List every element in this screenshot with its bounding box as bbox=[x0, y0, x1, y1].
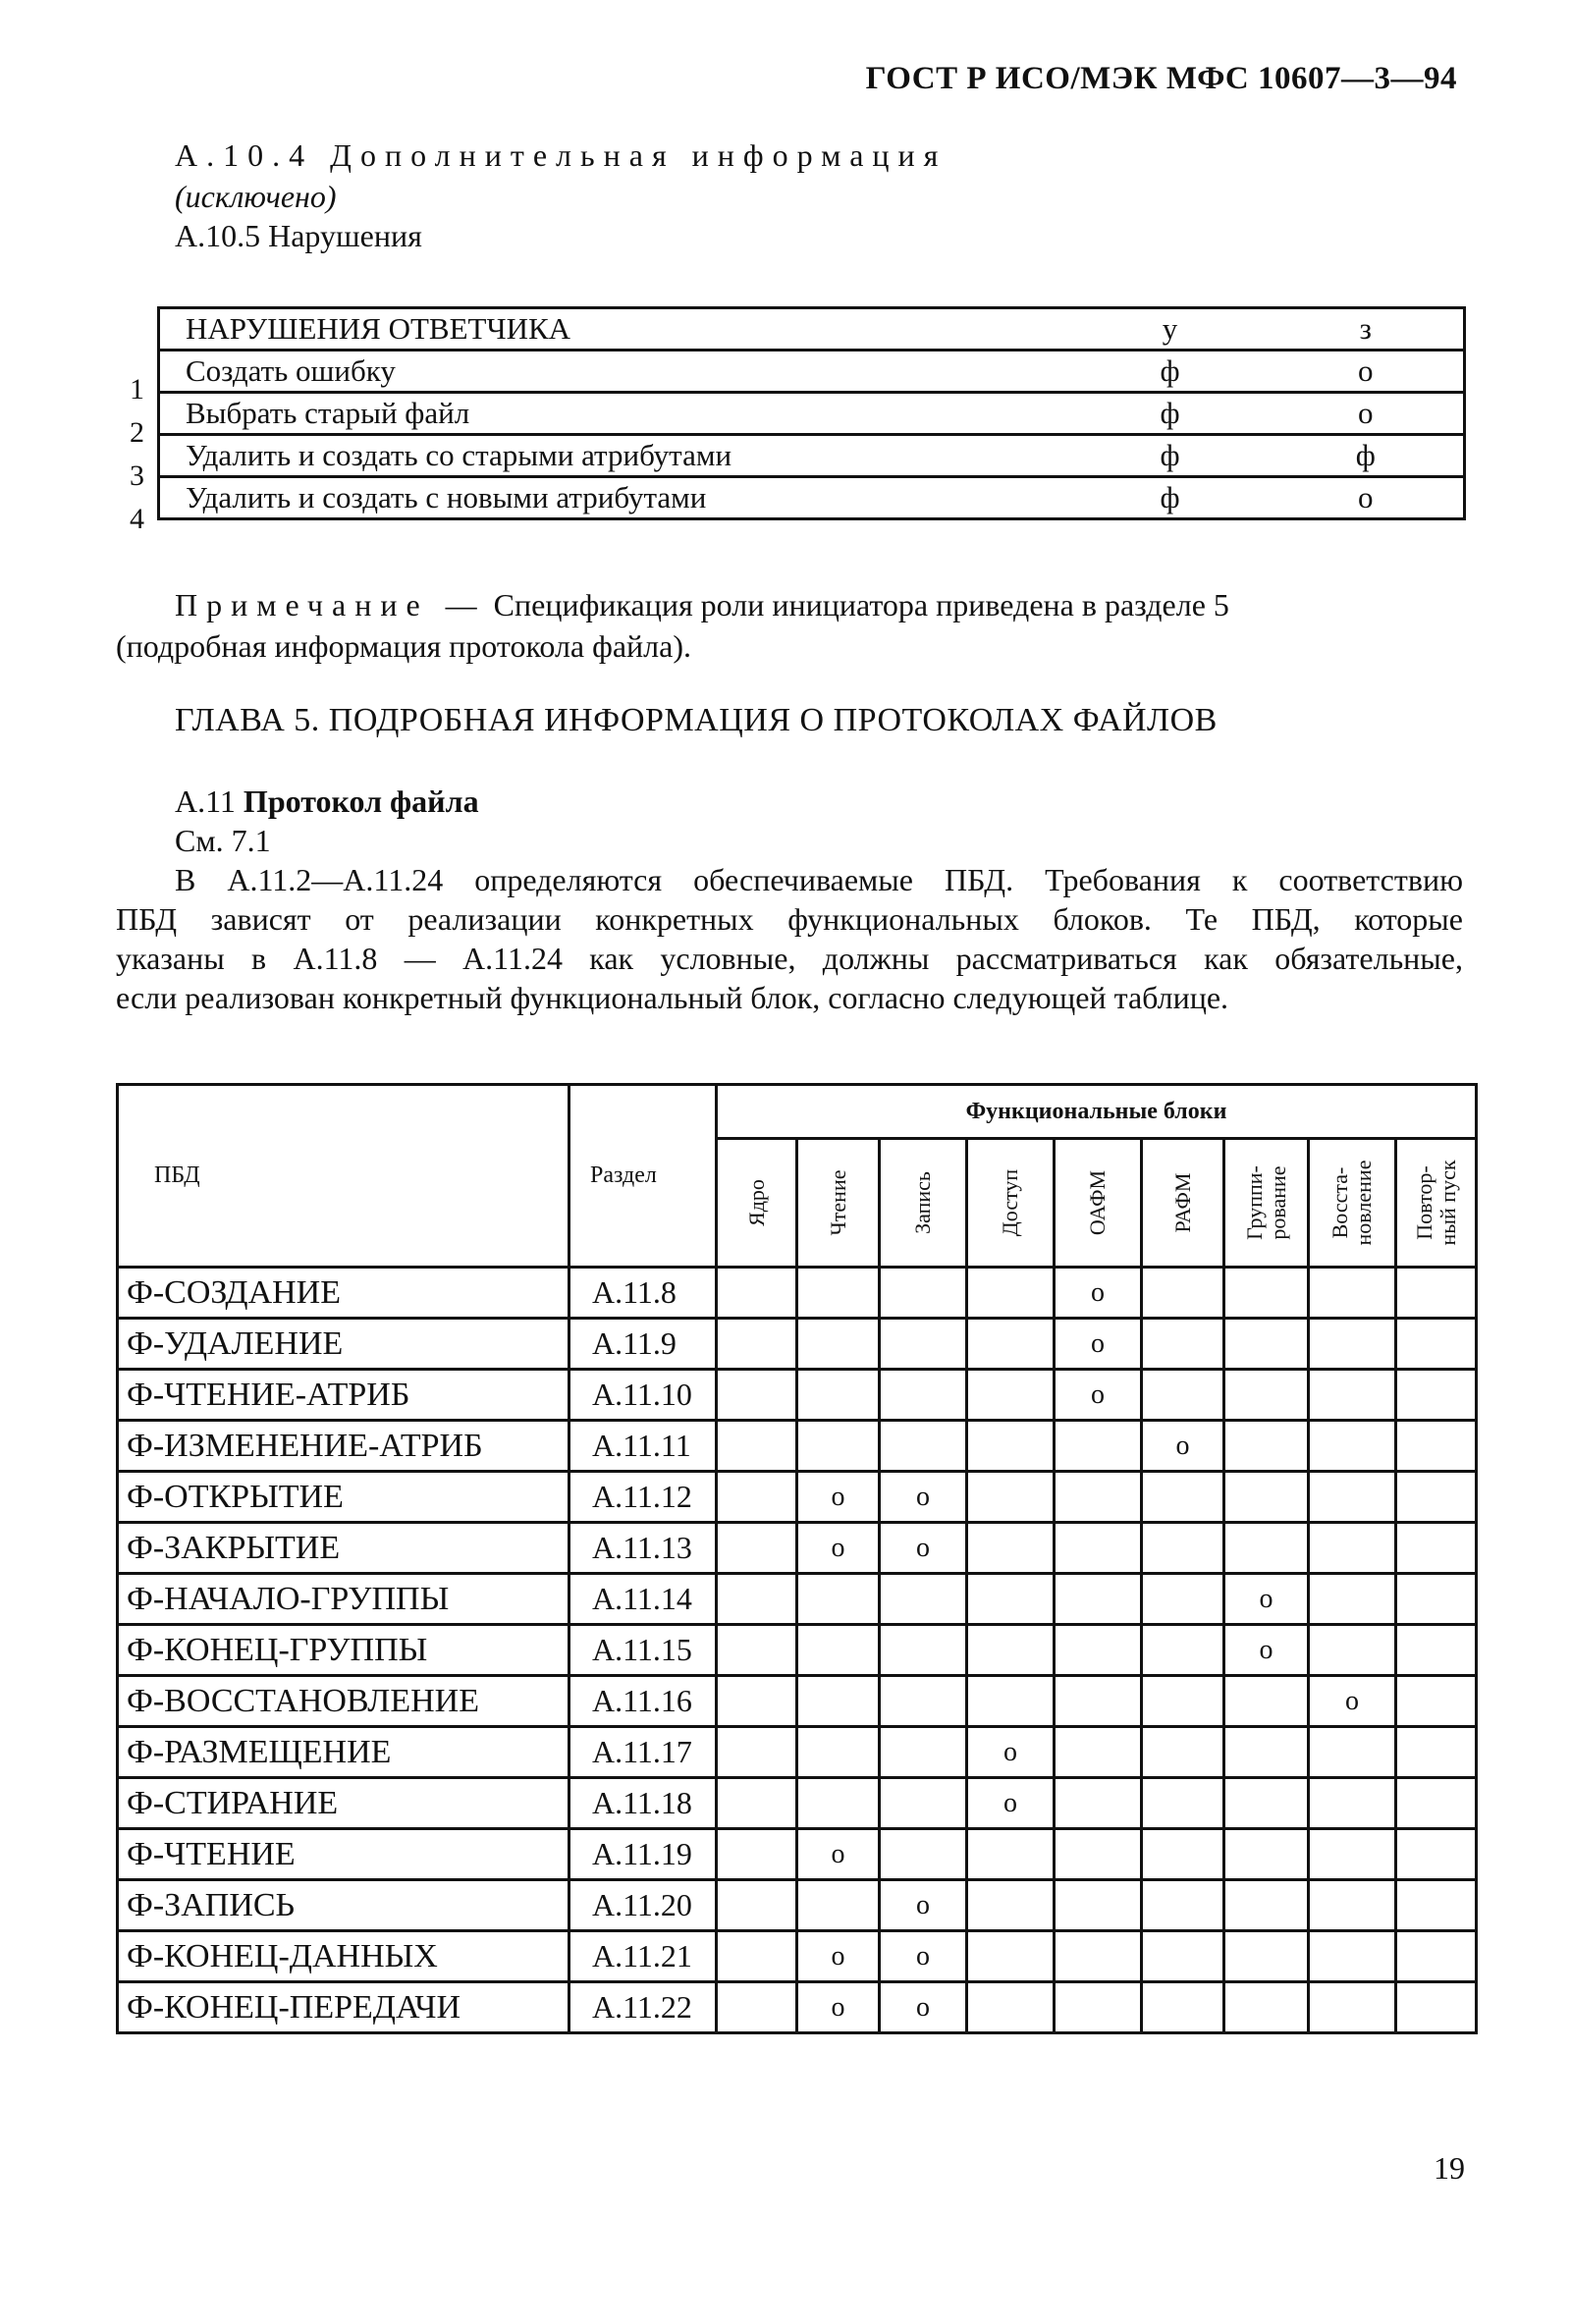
pbd-section: А.11.21 bbox=[569, 1931, 717, 1982]
mark-cell bbox=[1396, 1880, 1477, 1931]
mark-cell: о bbox=[1142, 1421, 1224, 1472]
mark-cell bbox=[717, 1880, 797, 1931]
mark-cell bbox=[1055, 1727, 1142, 1778]
table-row bbox=[118, 1625, 1477, 1676]
mark-cell bbox=[1396, 1268, 1477, 1319]
mark-cell: о bbox=[880, 1523, 967, 1574]
mark-cell: о bbox=[1055, 1319, 1142, 1370]
functional-block-header bbox=[1396, 1139, 1477, 1268]
functional-block-label: Ядро bbox=[743, 1179, 769, 1226]
violation-z: о bbox=[1269, 351, 1465, 393]
pbd-name: Ф-КОНЕЦ-ПЕРЕДАЧИ bbox=[118, 1982, 569, 2033]
section-title: Протокол файла bbox=[243, 784, 479, 819]
note-line-1 bbox=[175, 587, 1229, 622]
functional-block-label: Повтор- ный пуск bbox=[1411, 1160, 1460, 1246]
table-row bbox=[159, 477, 1465, 519]
mark-cell: о bbox=[967, 1778, 1055, 1829]
table-row bbox=[118, 1931, 1477, 1982]
mark-cell bbox=[967, 1472, 1055, 1523]
functional-blocks-table bbox=[116, 1083, 1478, 2034]
violations-title: НАРУШЕНИЯ ОТВЕТЧИКА bbox=[159, 308, 1072, 351]
mark-cell bbox=[1309, 1931, 1396, 1982]
mark-cell bbox=[880, 1319, 967, 1370]
pbd-name: Ф-ЧТЕНИЕ bbox=[118, 1829, 569, 1880]
mark-cell bbox=[1309, 1523, 1396, 1574]
section-a104-note: (исключено) bbox=[175, 179, 337, 214]
pbd-name: Ф-ЗАПИСЬ bbox=[118, 1880, 569, 1931]
row-number: 2 bbox=[130, 416, 144, 449]
row-number: 1 bbox=[130, 373, 144, 405]
mark-cell bbox=[1396, 1727, 1477, 1778]
table-header-row bbox=[118, 1085, 1477, 1139]
mark-cell bbox=[797, 1574, 880, 1625]
table-row bbox=[118, 1778, 1477, 1829]
functional-block-header bbox=[1142, 1139, 1224, 1268]
mark-cell bbox=[1309, 1370, 1396, 1421]
mark-cell bbox=[880, 1574, 967, 1625]
mark-cell bbox=[797, 1319, 880, 1370]
mark-cell bbox=[1055, 1676, 1142, 1727]
mark-cell: о bbox=[1055, 1370, 1142, 1421]
mark-cell: о bbox=[880, 1931, 967, 1982]
note-text: Спецификация роли инициатора приведена в разделе 5 bbox=[493, 587, 1229, 622]
pbd-section: А.11.22 bbox=[569, 1982, 717, 2033]
mark-cell bbox=[1224, 1931, 1309, 1982]
section-a105-heading: А.10.5 Нарушения bbox=[175, 218, 422, 253]
pbd-name: Ф-ЧТЕНИЕ-АТРИБ bbox=[118, 1370, 569, 1421]
table-row bbox=[118, 1268, 1477, 1319]
pbd-section: А.11.9 bbox=[569, 1319, 717, 1370]
mark-cell bbox=[1142, 1370, 1224, 1421]
mark-cell bbox=[1224, 1523, 1309, 1574]
mark-cell bbox=[880, 1370, 967, 1421]
mark-cell bbox=[1055, 1625, 1142, 1676]
violation-label: Удалить и создать со старыми атрибутами bbox=[159, 435, 1072, 477]
mark-cell bbox=[717, 1523, 797, 1574]
mark-cell bbox=[1309, 1574, 1396, 1625]
pbd-name: Ф-ИЗМЕНЕНИЕ-АТРИБ bbox=[118, 1421, 569, 1472]
pbd-name: Ф-КОНЕЦ-ГРУППЫ bbox=[118, 1625, 569, 1676]
functional-block-label: ОАФМ bbox=[1085, 1169, 1110, 1236]
functional-block-label: РАФМ bbox=[1169, 1172, 1195, 1233]
mark-cell bbox=[1142, 1931, 1224, 1982]
pbd-section: А.11.13 bbox=[569, 1523, 717, 1574]
mark-cell bbox=[1309, 1982, 1396, 2033]
paragraph-line: В А.11.2—А.11.24 определяются обеспечиваемые ПБД. Требования к соответствию bbox=[175, 862, 1463, 897]
mark-cell bbox=[1224, 1880, 1309, 1931]
pbd-section: А.11.15 bbox=[569, 1625, 717, 1676]
pbd-section: А.11.18 bbox=[569, 1778, 717, 1829]
mark-cell bbox=[1224, 1829, 1309, 1880]
functional-block-header bbox=[1055, 1139, 1142, 1268]
mark-cell bbox=[967, 1574, 1055, 1625]
mark-cell bbox=[1224, 1727, 1309, 1778]
functional-blocks-header: Функциональные блоки bbox=[717, 1085, 1477, 1139]
mark-cell bbox=[717, 1268, 797, 1319]
violations-header-row bbox=[159, 308, 1465, 351]
pbd-name: Ф-СОЗДАНИЕ bbox=[118, 1268, 569, 1319]
pbd-section: А.11.10 bbox=[569, 1370, 717, 1421]
mark-cell bbox=[1142, 1982, 1224, 2033]
mark-cell bbox=[1224, 1472, 1309, 1523]
mark-cell bbox=[717, 1829, 797, 1880]
mark-cell bbox=[1055, 1778, 1142, 1829]
table-row bbox=[118, 1982, 1477, 2033]
mark-cell bbox=[967, 1676, 1055, 1727]
mark-cell: о bbox=[797, 1523, 880, 1574]
functional-block-header bbox=[1224, 1139, 1309, 1268]
mark-cell bbox=[1396, 1676, 1477, 1727]
functional-block-header bbox=[880, 1139, 967, 1268]
violation-label: Удалить и создать с новыми атрибутами bbox=[159, 477, 1072, 519]
paragraph-line: если реализован конкретный функциональный блок, согласно следующей таблице. bbox=[116, 980, 1229, 1015]
col-section-header: Раздел bbox=[569, 1085, 717, 1268]
table-row bbox=[118, 1421, 1477, 1472]
mark-cell bbox=[1142, 1523, 1224, 1574]
mark-cell bbox=[1142, 1625, 1224, 1676]
mark-cell: о bbox=[1055, 1268, 1142, 1319]
table-row bbox=[118, 1523, 1477, 1574]
section-see: См. 7.1 bbox=[175, 823, 271, 858]
mark-cell bbox=[1396, 1421, 1477, 1472]
pbd-section: А.11.14 bbox=[569, 1574, 717, 1625]
pbd-name: Ф-ЗАКРЫТИЕ bbox=[118, 1523, 569, 1574]
section-a104-heading: А.10.4 Дополнительная информация bbox=[175, 137, 948, 173]
functional-block-header bbox=[1309, 1139, 1396, 1268]
mark-cell bbox=[1055, 1931, 1142, 1982]
pbd-section: А.11.11 bbox=[569, 1421, 717, 1472]
functional-block-header bbox=[797, 1139, 880, 1268]
table-row bbox=[118, 1370, 1477, 1421]
mark-cell bbox=[797, 1676, 880, 1727]
mark-cell bbox=[967, 1931, 1055, 1982]
mark-cell bbox=[1396, 1574, 1477, 1625]
mark-cell bbox=[1309, 1727, 1396, 1778]
mark-cell bbox=[717, 1931, 797, 1982]
mark-cell bbox=[717, 1982, 797, 2033]
mark-cell bbox=[1224, 1370, 1309, 1421]
table-row bbox=[118, 1676, 1477, 1727]
violation-y: ф bbox=[1072, 351, 1269, 393]
mark-cell bbox=[1309, 1421, 1396, 1472]
mark-cell bbox=[1224, 1421, 1309, 1472]
mark-cell bbox=[1055, 1574, 1142, 1625]
mark-cell: о bbox=[797, 1982, 880, 2033]
mark-cell bbox=[1309, 1778, 1396, 1829]
mark-cell bbox=[1224, 1676, 1309, 1727]
paragraph-line: указаны в А.11.8 — А.11.24 как условные, должны рассматриваться как обязательные, bbox=[116, 941, 1463, 976]
mark-cell bbox=[1055, 1982, 1142, 2033]
functional-block-label: Чтение bbox=[825, 1169, 850, 1236]
table-row bbox=[159, 393, 1465, 435]
violation-y: ф bbox=[1072, 477, 1269, 519]
pbd-section: А.11.16 bbox=[569, 1676, 717, 1727]
note-lead: Примечание — bbox=[175, 587, 486, 622]
mark-cell bbox=[1142, 1829, 1224, 1880]
mark-cell bbox=[717, 1472, 797, 1523]
mark-cell bbox=[967, 1829, 1055, 1880]
col-pbd-header: ПБД bbox=[118, 1085, 569, 1268]
table-row bbox=[118, 1319, 1477, 1370]
col-z-header: з bbox=[1269, 308, 1465, 351]
table-row bbox=[118, 1829, 1477, 1880]
table-row bbox=[159, 351, 1465, 393]
functional-block-label: Доступ bbox=[998, 1168, 1022, 1237]
mark-cell bbox=[1055, 1880, 1142, 1931]
col-y-header: у bbox=[1072, 308, 1269, 351]
mark-cell bbox=[880, 1727, 967, 1778]
mark-cell bbox=[1396, 1523, 1477, 1574]
mark-cell bbox=[1396, 1778, 1477, 1829]
mark-cell bbox=[967, 1880, 1055, 1931]
table-row bbox=[118, 1880, 1477, 1931]
table-row bbox=[159, 435, 1465, 477]
mark-cell bbox=[1396, 1370, 1477, 1421]
functional-block-header bbox=[967, 1139, 1055, 1268]
mark-cell bbox=[1396, 1319, 1477, 1370]
mark-cell bbox=[797, 1727, 880, 1778]
mark-cell: о bbox=[880, 1880, 967, 1931]
pbd-section: А.11.8 bbox=[569, 1268, 717, 1319]
functional-block-label: Запись bbox=[910, 1171, 935, 1234]
pbd-section: А.11.17 bbox=[569, 1727, 717, 1778]
functional-block-label: Восста- новление bbox=[1327, 1160, 1376, 1246]
paragraph-line: ПБД зависят от реализации конкретных функциональных блоков. Те ПБД, которые bbox=[116, 901, 1463, 937]
mark-cell bbox=[880, 1268, 967, 1319]
mark-cell bbox=[797, 1421, 880, 1472]
mark-cell bbox=[1055, 1829, 1142, 1880]
pbd-name: Ф-РАЗМЕЩЕНИЕ bbox=[118, 1727, 569, 1778]
pbd-name: Ф-КОНЕЦ-ДАННЫХ bbox=[118, 1931, 569, 1982]
mark-cell bbox=[797, 1778, 880, 1829]
mark-cell bbox=[1396, 1982, 1477, 2033]
mark-cell bbox=[1224, 1778, 1309, 1829]
mark-cell bbox=[1396, 1829, 1477, 1880]
document-header: ГОСТ Р ИСО/МЭК МФС 10607—3—94 bbox=[865, 61, 1457, 96]
pbd-name: Ф-УДАЛЕНИЕ bbox=[118, 1319, 569, 1370]
mark-cell bbox=[797, 1268, 880, 1319]
mark-cell bbox=[1309, 1829, 1396, 1880]
mark-cell bbox=[717, 1370, 797, 1421]
pbd-section: А.11.12 bbox=[569, 1472, 717, 1523]
chapter-title: ГЛАВА 5. ПОДРОБНАЯ ИНФОРМАЦИЯ О ПРОТОКОЛАХ ФАЙЛОВ bbox=[175, 702, 1218, 738]
mark-cell: о bbox=[967, 1727, 1055, 1778]
mark-cell bbox=[967, 1370, 1055, 1421]
mark-cell bbox=[717, 1421, 797, 1472]
mark-cell bbox=[1309, 1472, 1396, 1523]
mark-cell bbox=[880, 1829, 967, 1880]
mark-cell bbox=[967, 1523, 1055, 1574]
mark-cell bbox=[797, 1370, 880, 1421]
mark-cell bbox=[1396, 1472, 1477, 1523]
mark-cell: о bbox=[1224, 1625, 1309, 1676]
section-number: А.11 bbox=[175, 784, 236, 819]
mark-cell bbox=[717, 1727, 797, 1778]
violation-label: Создать ошибку bbox=[159, 351, 1072, 393]
mark-cell bbox=[1142, 1676, 1224, 1727]
mark-cell bbox=[1224, 1982, 1309, 2033]
mark-cell bbox=[797, 1625, 880, 1676]
mark-cell: о bbox=[880, 1472, 967, 1523]
mark-cell bbox=[967, 1319, 1055, 1370]
functional-block-label: Группи- рование bbox=[1241, 1165, 1290, 1240]
mark-cell bbox=[797, 1880, 880, 1931]
mark-cell bbox=[717, 1778, 797, 1829]
mark-cell bbox=[967, 1421, 1055, 1472]
pbd-name: Ф-ВОССТАНОВЛЕНИЕ bbox=[118, 1676, 569, 1727]
mark-cell bbox=[1224, 1319, 1309, 1370]
mark-cell bbox=[717, 1625, 797, 1676]
mark-cell bbox=[1309, 1625, 1396, 1676]
mark-cell bbox=[1142, 1778, 1224, 1829]
row-number: 3 bbox=[130, 459, 144, 492]
mark-cell bbox=[1142, 1574, 1224, 1625]
mark-cell bbox=[880, 1625, 967, 1676]
mark-cell bbox=[880, 1778, 967, 1829]
violation-z: о bbox=[1269, 393, 1465, 435]
violations-table bbox=[157, 306, 1466, 520]
pbd-section: А.11.19 bbox=[569, 1829, 717, 1880]
row-number: 4 bbox=[130, 503, 144, 535]
mark-cell bbox=[1055, 1421, 1142, 1472]
mark-cell bbox=[1396, 1931, 1477, 1982]
violation-label: Выбрать старый файл bbox=[159, 393, 1072, 435]
functional-block-header bbox=[717, 1139, 797, 1268]
mark-cell: о bbox=[1309, 1676, 1396, 1727]
note-line-2: (подробная информация протокола файла). bbox=[116, 628, 691, 664]
mark-cell bbox=[717, 1319, 797, 1370]
mark-cell bbox=[717, 1676, 797, 1727]
mark-cell bbox=[880, 1676, 967, 1727]
violation-y: ф bbox=[1072, 435, 1269, 477]
table-row bbox=[118, 1574, 1477, 1625]
mark-cell: о bbox=[880, 1982, 967, 2033]
mark-cell bbox=[1396, 1625, 1477, 1676]
violation-z: о bbox=[1269, 477, 1465, 519]
pbd-section: А.11.20 bbox=[569, 1880, 717, 1931]
mark-cell: о bbox=[797, 1472, 880, 1523]
mark-cell bbox=[1142, 1472, 1224, 1523]
mark-cell: о bbox=[797, 1829, 880, 1880]
mark-cell bbox=[717, 1574, 797, 1625]
mark-cell bbox=[1142, 1727, 1224, 1778]
mark-cell bbox=[1309, 1880, 1396, 1931]
mark-cell bbox=[1309, 1319, 1396, 1370]
mark-cell bbox=[967, 1982, 1055, 2033]
page-number: 19 bbox=[1434, 2150, 1465, 2186]
mark-cell bbox=[1055, 1523, 1142, 1574]
mark-cell bbox=[1142, 1880, 1224, 1931]
mark-cell bbox=[1055, 1472, 1142, 1523]
violation-y: ф bbox=[1072, 393, 1269, 435]
mark-cell bbox=[1224, 1268, 1309, 1319]
mark-cell bbox=[880, 1421, 967, 1472]
mark-cell: о bbox=[797, 1931, 880, 1982]
pbd-name: Ф-НАЧАЛО-ГРУППЫ bbox=[118, 1574, 569, 1625]
mark-cell: о bbox=[1224, 1574, 1309, 1625]
mark-cell bbox=[1142, 1319, 1224, 1370]
mark-cell bbox=[1309, 1268, 1396, 1319]
pbd-name: Ф-ОТКРЫТИЕ bbox=[118, 1472, 569, 1523]
mark-cell bbox=[967, 1625, 1055, 1676]
table-row bbox=[118, 1727, 1477, 1778]
table-row bbox=[118, 1472, 1477, 1523]
violation-z: ф bbox=[1269, 435, 1465, 477]
pbd-name: Ф-СТИРАНИЕ bbox=[118, 1778, 569, 1829]
section-a11-heading bbox=[175, 784, 479, 819]
mark-cell bbox=[1142, 1268, 1224, 1319]
mark-cell bbox=[967, 1268, 1055, 1319]
